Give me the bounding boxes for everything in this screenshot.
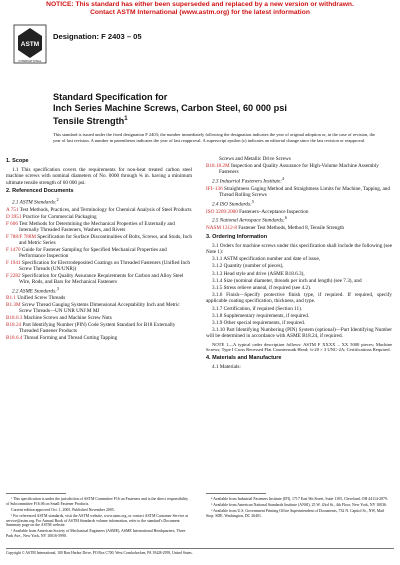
- reference-item: [6, 322, 192, 334]
- footnote-divider-left: [6, 493, 66, 494]
- reference-code-link[interactable]: B18.24: [6, 322, 22, 329]
- iso-reference-list: [206, 209, 392, 215]
- reference-code-link[interactable]: D 3951: [6, 213, 22, 220]
- reference-code-link[interactable]: A 751: [6, 206, 19, 213]
- reference-title: Test Methods, Practices, and Terminology for Chemical Analysis of Steel Products: [19, 206, 192, 213]
- astm-standards-subhead: 2.1 ASTM Standards:$^2$: [12, 197, 59, 206]
- scope-paragraph: 1.1 This specification covers the requirements for non-heat treated carbon steel machine screws with nominal diameters of No. 0000 through ¾ in. having a minimum ultimate tensile strength of 60 000 psi.: [6, 167, 192, 186]
- footnote: Current edition approved Oct. 1, 2005. Published November 2005.: [11, 507, 115, 512]
- reference-title: Guide for Fastener Sampling for Specified Mechanical Properties and Performance Inspection: [19, 246, 167, 259]
- reference-item: [206, 163, 392, 175]
- reference-title: Specification for Electrodeposited Coatings on Threaded Fasteners (Unified Inch Screw Threads (UN/UNR)): [19, 259, 191, 272]
- nas-subhead: 2.5 National Aerospace Standards:$^6$: [212, 215, 287, 225]
- materials-heading: 4. Materials and Manufacture: [206, 354, 282, 361]
- designation: Designation: F 2403 – 05: [53, 32, 142, 41]
- right-column: [206, 156, 392, 371]
- notice-line-1: NOTICE: This standard has either been superseded and replaced by a new version or withdrawn.: [46, 1, 354, 8]
- ordering-item: 3.1.6 Finish—Specify protective finish type, if required. If required, specify applicable coating specification, thickness, and type.: [206, 292, 392, 305]
- footnote: ³ Available from American Society of Mechanical Engineers (ASME), ASME International Headquarters, Three Park Ave., New York, NY 10016-5990.: [6, 529, 186, 539]
- referenced-documents-heading: 2. Referenced Documents: [6, 187, 74, 194]
- ordering-paragraph: 3.1 Orders for machine screws under this specification shall include the following (see Note 1):: [206, 242, 392, 256]
- ordering-item: 3.1.7 Certification, if required (Section 11).: [212, 305, 303, 312]
- reference-item: [6, 214, 192, 220]
- ordering-item: 3.1.10 Part Identifying Numbering (PIN) System (optional)—Part Identifying Number will be determined in accordance with ASME B18.24, if required.: [206, 327, 392, 340]
- reference-title: Part Identifying Number (PIN) Code System Standard for B18 Externally Threaded Fastener Products: [19, 322, 176, 335]
- title-line-2: Inch Series Machine Screws, Carbon Steel, 60 000 psi: [53, 103, 287, 113]
- ordering-item: 3.1.5 Stress relieve anneal, if required (see 4.2).: [212, 285, 312, 292]
- asme-reference-list: [6, 295, 192, 341]
- reference-title: Practice for Commercial Packaging: [22, 213, 97, 220]
- asme-reference-list-continued: [206, 163, 392, 175]
- reference-title: Unified Screw Threads: [17, 295, 66, 302]
- reference-title: Thread Forming and Thread Cutting Tapping: [23, 335, 118, 342]
- reference-item: [6, 247, 192, 259]
- intro-paragraph: This standard is issued under the fixed designation F 2403; the number immediately following the designation indicates the year of original adoption or, in the case of revision, the year of last revision. A number in parentheses indicates the year of last reapproval. A superscript epsilon (ε) indicates an editorial change since the last revision or reapproval.: [53, 132, 375, 143]
- reference-item: [6, 273, 192, 285]
- reference-code-link[interactable]: F 2282: [6, 272, 21, 279]
- reference-code-link[interactable]: F 788/F 788M: [6, 233, 36, 240]
- footnote: ⁴ Available from Industrial Fasteners Institute (IFI), 1717 East 9th Street, Suite 1105, Cleveland, OH 44114-2879.: [211, 497, 388, 501]
- reference-item: [6, 302, 192, 314]
- reference-item: [6, 207, 192, 213]
- reference-item: [6, 221, 192, 233]
- reference-title: Inspection and Quality Assurance for High-Volume Machine Assembly Fasteners: [219, 162, 379, 175]
- reference-code-link[interactable]: IFI–136: [206, 185, 223, 192]
- footnote: ⁶ Available from U.S. Government Printing Office Superintendent of Documents, 732 N. Capitol St., NW, Mail Stop: SDE, Washington, DC 20401.: [206, 509, 385, 518]
- title-footnote-marker: 1: [124, 116, 128, 122]
- continued-reference: Screws and Metallic Drive Screws: [219, 156, 291, 162]
- reference-code-link[interactable]: F 1470: [6, 246, 21, 253]
- reference-item: [206, 225, 392, 231]
- astm-logo: [13, 24, 47, 64]
- reference-code-link[interactable]: B1.3M: [6, 302, 21, 309]
- footnote: ² For referenced ASTM standards, visit the ASTM website, www.astm.org, or contact ASTM Customer Service at service@astm.org. For Annual Book of ASTM Standards volume information, refer to the standard's Document Summary page on the ASTM website.: [6, 513, 188, 528]
- reference-item: [6, 295, 192, 301]
- logo-text: ASTM: [20, 41, 40, 48]
- footnote: ⁵ Available from American National Standards Institute (ANSI), 25 W. 43rd St., 4th Floor, New York, NY 10036.: [211, 503, 387, 508]
- title-line-3: Tensile Strength$^1$: [53, 116, 128, 127]
- reference-title: Fastener Test Methods, Method 8, Tensile Strength: [238, 225, 344, 232]
- footnotes-right: [206, 497, 392, 520]
- document-title: [53, 92, 287, 127]
- reference-item: [6, 234, 192, 246]
- reference-title: Machine Screws and Machine Screw Nuts: [23, 315, 112, 322]
- reference-code-link[interactable]: B1.1: [6, 295, 16, 302]
- ordering-item: 3.1.1 ASTM specification number and date of issue,: [212, 256, 321, 263]
- copyright-divider: [6, 548, 394, 549]
- reference-title: Screw Thread Gauging Systems Dimensional Acceptability Inch and Metric Screw Threads—UN UNR UNJ M MJ: [19, 302, 180, 315]
- materials-paragraph: 4.1 Materials:: [212, 364, 241, 371]
- reference-code-link[interactable]: B18.6.4: [6, 335, 23, 342]
- reference-title: Test Methods for Determining the Mechanical Properties of Externally and Internally Threaded Fasteners, Washers, and Rivets: [19, 220, 175, 233]
- reference-code-link[interactable]: NASM 1312-8: [206, 225, 237, 232]
- footnote: ¹ This specification is under the jurisdiction of ASTM Committee F16 on Fasteners and is the direct responsibility of Subcommittee F16.06 on Small Fastener Products.: [6, 497, 189, 506]
- logo-caption: INTERNATIONAL: [18, 59, 42, 63]
- reference-item: [206, 186, 392, 198]
- reference-item: [6, 260, 192, 272]
- ifi-reference-list: [206, 186, 392, 198]
- reference-code-link[interactable]: B18.6.3: [6, 315, 23, 322]
- reference-code-link[interactable]: F 1941: [6, 259, 21, 266]
- ordering-item: 3.1.2 Quantity (number of pieces),: [212, 263, 284, 270]
- reference-title: Specification for Quality Assurance Requirements for Carbon and Alloy Steel Wire, Rods, and Bars for Mechanical Fasteners: [19, 272, 184, 285]
- reference-item: [206, 209, 392, 215]
- reference-title: Specification for Surface Discontinuities of Bolts, Screws, and Studs, Inch and Metric Series: [19, 233, 193, 246]
- notice-line-2: Contact ASTM International (www.astm.org) for the latest information: [90, 9, 310, 16]
- ifi-subhead: 2.3 Industrial Fasteners Institute:$^4$: [212, 175, 285, 185]
- ordering-item: 3.1.8 Supplementary requirements, if required.: [212, 312, 310, 319]
- astm-reference-list: [6, 207, 192, 285]
- reference-title: Fasteners–Acceptance Inspection: [239, 208, 309, 215]
- reference-code-link[interactable]: ISO 3269:2000: [206, 208, 238, 215]
- reference-title: Straightness Gaging Method and Straightness Limits for Machine, Tapping, and Thread Rolling Screws: [219, 185, 390, 198]
- iso-subhead: 2.4 ISO Standards:$^5$: [212, 198, 254, 208]
- footnote-divider-right: [206, 493, 266, 494]
- scope-heading: 1. Scope: [6, 158, 29, 164]
- ordering-item: 3.1.9 Other special requirements, if required.: [212, 320, 306, 327]
- asme-standards-subhead: 2.2 ASME Standards:$^3$: [12, 285, 59, 295]
- withdrawal-notice: [0, 1, 400, 17]
- copyright-line: Copyright © ASTM International, 100 Barr Harbor Drive, PO Box C700, West Conshohocken, PA 19428-2959, United States.: [6, 551, 193, 555]
- reference-item: [6, 315, 192, 321]
- nas-reference-list: [206, 225, 392, 231]
- reference-code-link[interactable]: F 606: [6, 220, 18, 227]
- left-column: [6, 156, 192, 342]
- ordering-item-list: [206, 256, 392, 339]
- reference-code-link[interactable]: B18.18.2M: [206, 162, 230, 169]
- reference-item: [6, 335, 192, 341]
- ordering-information-heading: 3. Ordering Information: [206, 233, 268, 240]
- ordering-item: 3.1.4 Size (nominal diameter, threads per inch and length) (see 7.3), and: [212, 277, 362, 284]
- footnotes-left: [6, 497, 192, 540]
- note-1: NOTE 1—A typical order description follows: ASTM F XXXX – XX 5000 pieces; Machine Screws; Type I Cross Recessed Flat Countersunk Head; ¼-20 × 3 UNC-2A; Certifications Required.: [206, 341, 392, 353]
- ordering-item: 3.1.3 Head style and drive (ASME B18.6.3),: [212, 270, 305, 277]
- title-line-1: Standard Specification for: [53, 92, 168, 102]
